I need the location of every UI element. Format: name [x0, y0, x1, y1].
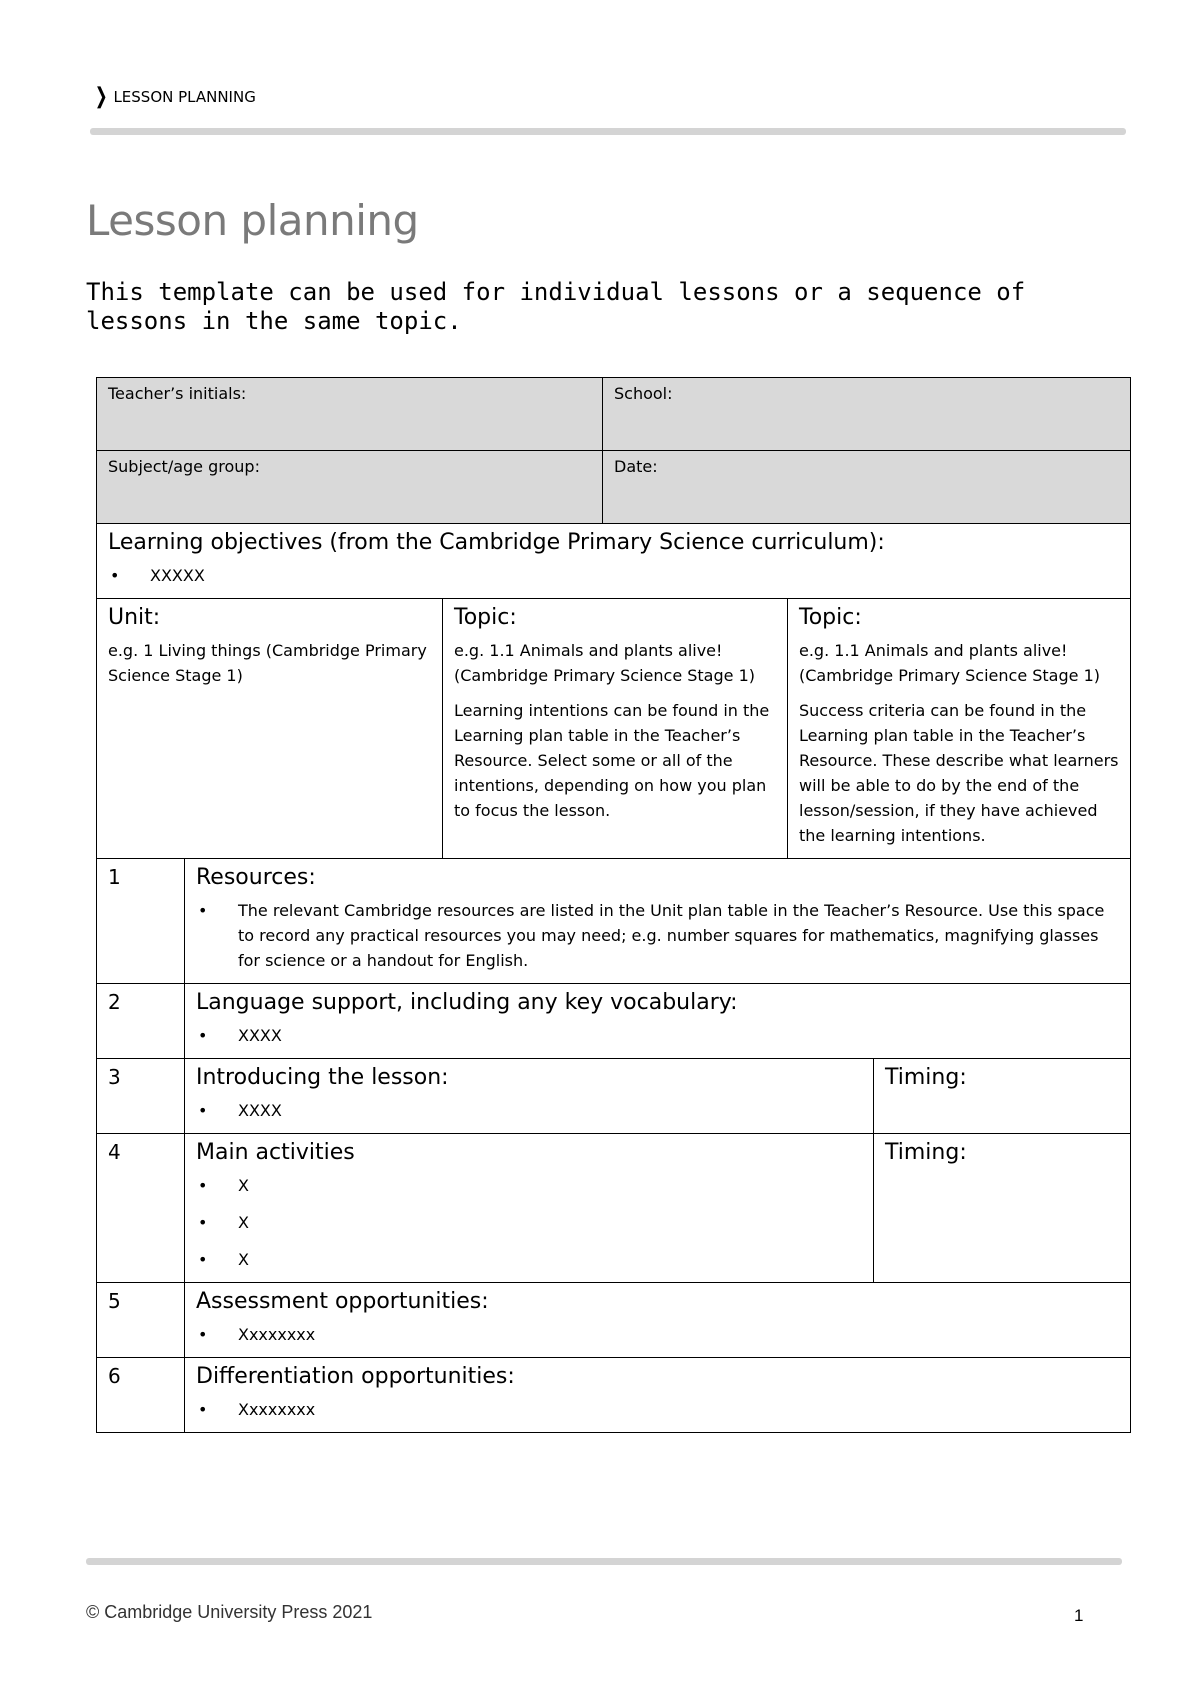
school-field[interactable]: [603, 378, 1131, 451]
assessment-heading: Assessment opportunities:: [196, 1289, 489, 1314]
school-label: School:: [614, 384, 673, 403]
chevron-right-icon: ❯: [94, 84, 108, 109]
date-label: Date:: [614, 457, 658, 476]
copyright: © Cambridge University Press 2021: [86, 1602, 373, 1622]
row-number: 4: [97, 1134, 185, 1283]
introducing-lesson-heading: Introducing the lesson:: [196, 1065, 449, 1090]
differentiation-heading: Differentiation opportunities:: [196, 1364, 515, 1389]
date-field[interactable]: [603, 451, 1131, 524]
subject-age-group-label: Subject/age group:: [108, 457, 260, 476]
topic-text: e.g. 1.1 Animals and plants alive! (Cambridge Primary Science Stage 1): [799, 641, 1100, 685]
learning-objective-item: • XXXXX: [108, 563, 1119, 588]
unit-text: e.g. 1 Living things (Cambridge Primary Science Stage 1): [108, 641, 427, 685]
resources-heading: Resources:: [196, 865, 316, 890]
timing-label: Timing:: [885, 1140, 967, 1165]
row-number: 2: [97, 984, 185, 1059]
topic-cell-1[interactable]: [443, 599, 788, 859]
learning-objectives-heading: Learning objectives (from the Cambridge Primary Science curriculum):: [108, 530, 885, 555]
breadcrumb: [92, 86, 256, 108]
list-item: • Xxxxxxxx: [196, 1397, 1119, 1422]
list-item: • Xxxxxxxx: [196, 1322, 1119, 1347]
lesson-plan-table: [96, 377, 1131, 1433]
language-support-cell[interactable]: [185, 984, 1131, 1059]
row-number: 3: [97, 1059, 185, 1134]
page-subtitle: This template can be used for individual lessons or a sequence of lessons in the same topic.: [86, 278, 1026, 335]
main-activities-cell[interactable]: [185, 1134, 874, 1283]
topic-text: e.g. 1.1 Animals and plants alive! (Cambridge Primary Science Stage 1): [454, 641, 755, 685]
list-item: • XXXX: [196, 1098, 862, 1123]
differentiation-cell[interactable]: [185, 1358, 1131, 1433]
assessment-cell[interactable]: [185, 1283, 1131, 1358]
page-number: 1: [1074, 1606, 1084, 1625]
row-number: 5: [97, 1283, 185, 1358]
language-support-heading: Language support, including any key vocabulary:: [196, 990, 738, 1015]
main-activities-heading: Main activities: [196, 1140, 355, 1165]
timing-cell[interactable]: [874, 1059, 1131, 1134]
success-criteria-note: Success criteria can be found in the Learning plan table in the Teacher’s Resource. These describe what learners will be able to do by the end of the lesson/session, if they have achieved the learning intentions.: [799, 701, 1119, 845]
list-item: • X: [196, 1210, 862, 1235]
timing-label: Timing:: [885, 1065, 967, 1090]
row-number: 6: [97, 1358, 185, 1433]
footer-rule: [86, 1558, 1122, 1565]
topic-heading: Topic:: [799, 605, 862, 630]
page-title: Lesson planning: [86, 196, 419, 245]
subject-age-group-field[interactable]: [97, 451, 603, 524]
row-number: 1: [97, 859, 185, 984]
topic-heading: Topic:: [454, 605, 517, 630]
topic-cell-2[interactable]: [788, 599, 1131, 859]
list-item: • XXXX: [196, 1023, 1119, 1048]
teachers-initials-label: Teacher’s initials:: [108, 384, 247, 403]
introducing-lesson-cell[interactable]: [185, 1059, 874, 1134]
header-rule: [90, 128, 1126, 135]
timing-cell[interactable]: [874, 1134, 1131, 1283]
teachers-initials-field[interactable]: [97, 378, 603, 451]
list-item: • X: [196, 1173, 862, 1198]
breadcrumb-label: LESSON PLANNING: [113, 88, 256, 106]
learning-intentions-note: Learning intentions can be found in the Learning plan table in the Teacher’s Resource. Select some or all of the intentions, depending on how you plan to focus the lesson.: [454, 701, 770, 820]
resources-cell[interactable]: [185, 859, 1131, 984]
learning-objectives-cell[interactable]: [97, 524, 1131, 599]
list-item: • The relevant Cambridge resources are listed in the Unit plan table in the Teacher’s Resource. Use this space to record any practical resources you may need; e.g. number squares for mathematics, magnifying glasses for science or a handout for English.: [196, 898, 1119, 973]
unit-heading: Unit:: [108, 605, 161, 630]
list-item: • X: [196, 1247, 862, 1272]
unit-cell[interactable]: [97, 599, 443, 859]
